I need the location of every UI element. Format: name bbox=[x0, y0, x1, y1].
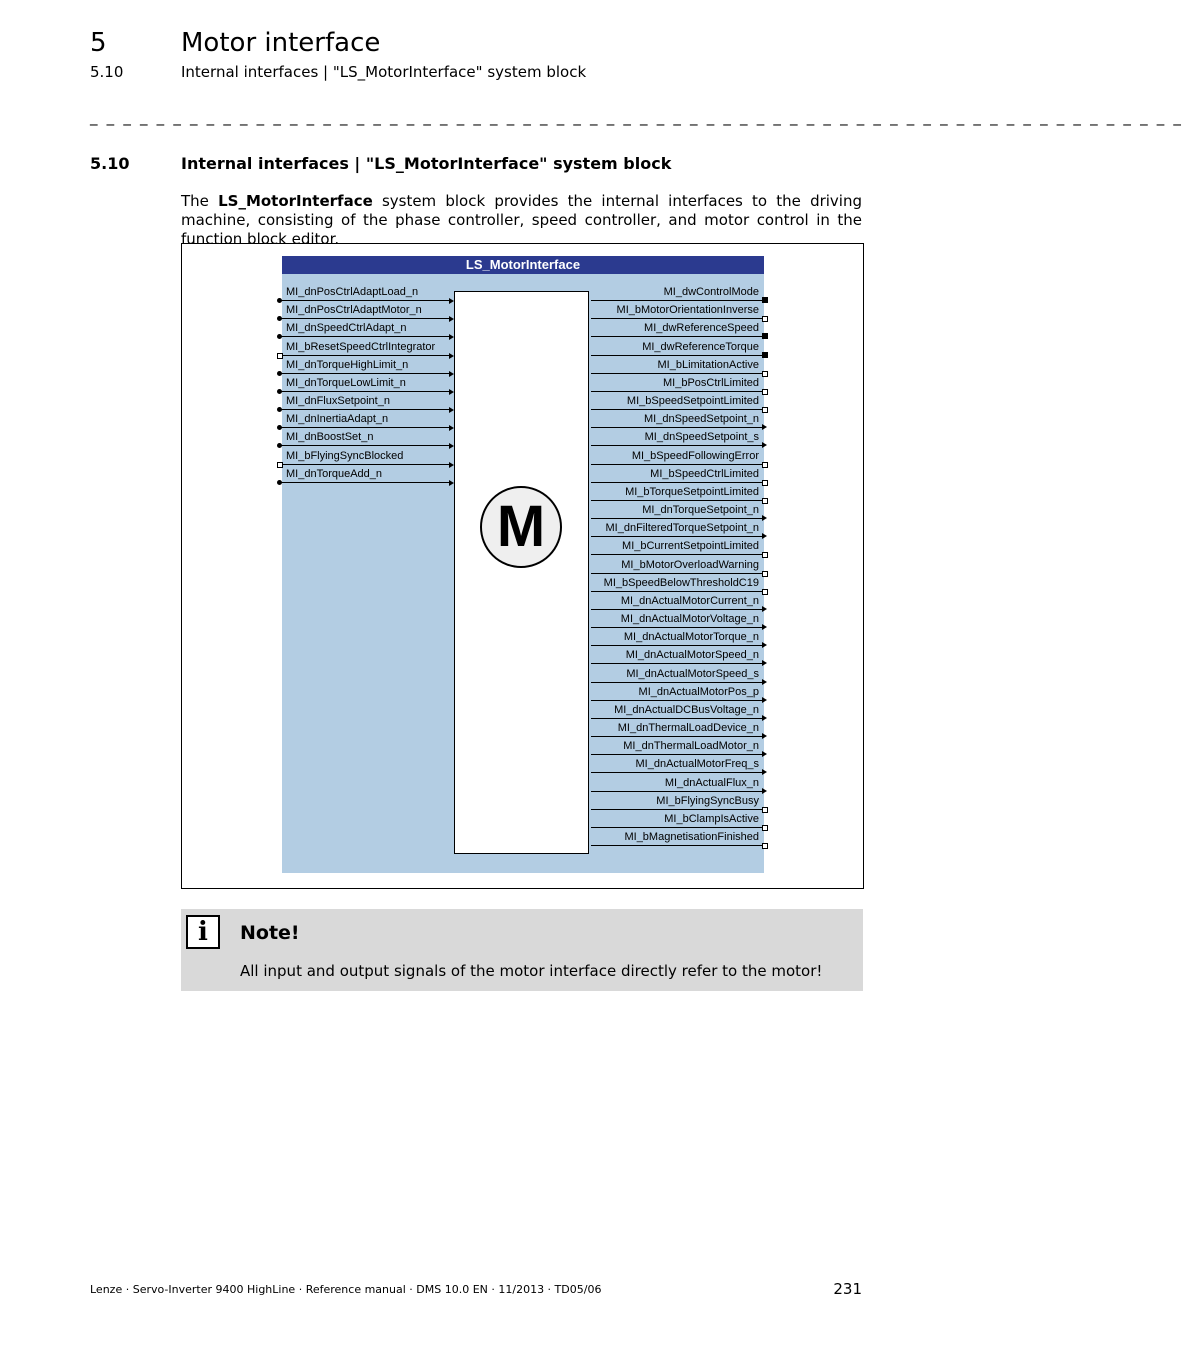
input-signal-line bbox=[280, 318, 452, 319]
output-signal-line bbox=[591, 772, 764, 773]
output-signal-label: MI_dnActualMotorSpeed_n bbox=[625, 649, 759, 661]
numeric-connector-icon bbox=[277, 298, 282, 303]
numeric-output-arrow-icon bbox=[762, 624, 767, 630]
footer-text: Lenze · Servo-Inverter 9400 HighLine · Reference manual · DMS 10.0 EN · 11/2013 · TD05/06 bbox=[90, 1283, 602, 1296]
output-signal-line bbox=[591, 318, 764, 319]
output-signal-label: MI_bMotorOrientationInverse bbox=[616, 304, 759, 316]
input-arrow-icon bbox=[449, 334, 454, 340]
input-signal-label: MI_dnPosCtrlAdaptLoad_n bbox=[286, 286, 419, 298]
output-signal-label: MI_dnActualDCBusVoltage_n bbox=[614, 704, 759, 716]
input-signal-line bbox=[280, 482, 452, 483]
output-signal-line bbox=[591, 445, 764, 446]
input-signal-label: MI_dnTorqueAdd_n bbox=[286, 468, 383, 480]
output-signal-line bbox=[591, 845, 764, 846]
input-signal-line bbox=[280, 355, 452, 356]
output-signal-label: MI_dnActualFlux_n bbox=[664, 777, 759, 789]
chapter-title: Motor interface bbox=[181, 28, 381, 58]
numeric-output-arrow-icon bbox=[762, 533, 767, 539]
input-signal-label: MI_dnPosCtrlAdaptMotor_n bbox=[286, 304, 422, 316]
bool-connector-icon bbox=[762, 552, 768, 558]
input-signal-line bbox=[280, 445, 452, 446]
input-signal-label: MI_dnFluxSetpoint_n bbox=[286, 395, 390, 407]
bool-connector-icon bbox=[762, 407, 768, 413]
output-signal-line bbox=[591, 718, 764, 719]
output-signal-line bbox=[591, 809, 764, 810]
output-signal-label: MI_bSpeedCtrlLimited bbox=[650, 468, 759, 480]
output-signal-line bbox=[591, 573, 764, 574]
output-signal-label: MI_dnActualMotorPos_p bbox=[638, 686, 759, 698]
output-signal-line bbox=[591, 682, 764, 683]
bool-connector-icon bbox=[762, 371, 768, 377]
input-signal-line bbox=[280, 409, 452, 410]
numeric-output-arrow-icon bbox=[762, 606, 767, 612]
dword-connector-icon bbox=[762, 333, 768, 339]
output-signal-line bbox=[591, 336, 764, 337]
numeric-output-arrow-icon bbox=[762, 515, 767, 521]
output-signal-label: MI_dnActualMotorVoltage_n bbox=[620, 613, 759, 625]
numeric-connector-icon bbox=[277, 389, 282, 394]
output-signal-label: MI_dnSpeedSetpoint_n bbox=[644, 413, 759, 425]
section-title: Internal interfaces | "LS_MotorInterface" system block bbox=[181, 154, 672, 173]
input-signal-label: MI_bFlyingSyncBlocked bbox=[286, 450, 404, 462]
output-signal-label: MI_dnTorqueSetpoint_n bbox=[642, 504, 759, 516]
input-signal-label: MI_dnSpeedCtrlAdapt_n bbox=[286, 322, 407, 334]
output-signal-line bbox=[591, 464, 764, 465]
output-signal-label: MI_dnThermalLoadDevice_n bbox=[617, 722, 759, 734]
intro-text-after: system block provides the internal interfaces to the driving machine, consisting of the phase controller, speed controller, and motor control in the function block editor. bbox=[181, 192, 862, 248]
numeric-output-arrow-icon bbox=[762, 424, 767, 430]
output-signal-label: MI_dnActualMotorSpeed_s bbox=[626, 668, 759, 680]
output-signal-line bbox=[591, 300, 764, 301]
input-arrow-icon bbox=[449, 353, 454, 359]
output-signal-line bbox=[591, 645, 764, 646]
output-signal-line bbox=[591, 518, 764, 519]
numeric-connector-icon bbox=[277, 334, 282, 339]
output-signal-line bbox=[591, 791, 764, 792]
running-section-number: 5.10 bbox=[90, 63, 124, 81]
output-signal-label: MI_bMagnetisationFinished bbox=[624, 831, 759, 843]
output-signal-line bbox=[591, 591, 764, 592]
output-signal-line bbox=[591, 409, 764, 410]
input-arrow-icon bbox=[449, 407, 454, 413]
output-signal-label: MI_bFlyingSyncBusy bbox=[656, 795, 759, 807]
output-signal-label: MI_dnActualMotorFreq_s bbox=[635, 758, 759, 770]
input-signal-label: MI_bResetSpeedCtrlIntegrator bbox=[286, 341, 436, 353]
output-signal-line bbox=[591, 427, 764, 428]
output-signal-line bbox=[591, 754, 764, 755]
output-signal-line bbox=[591, 482, 764, 483]
header-separator: _ _ _ _ _ _ _ _ _ _ _ _ _ _ _ _ _ _ _ _ _ _ _ _ _ _ _ _ _ _ _ _ _ _ _ _ _ _ _ _ _ _ _ _ _ _ _ _ _ _ _ _ _ _ _ _ _ _ _ _ _ _ _ _ _ _ bbox=[90, 108, 1183, 126]
input-arrow-icon bbox=[449, 298, 454, 304]
block-core bbox=[454, 291, 589, 854]
output-signal-label: MI_bSpeedSetpointLimited bbox=[626, 395, 759, 407]
output-signal-line bbox=[591, 373, 764, 374]
input-arrow-icon bbox=[449, 371, 454, 377]
output-signal-label: MI_bMotorOverloadWarning bbox=[621, 559, 759, 571]
numeric-output-arrow-icon bbox=[762, 697, 767, 703]
intro-block-name: LS_MotorInterface bbox=[218, 192, 373, 210]
output-signal-label: MI_dnSpeedSetpoint_s bbox=[644, 431, 759, 443]
numeric-connector-icon bbox=[277, 371, 282, 376]
output-signal-line bbox=[591, 627, 764, 628]
input-signal-line bbox=[280, 300, 452, 301]
output-signal-line bbox=[591, 663, 764, 664]
input-signal-label: MI_dnInertiaAdapt_n bbox=[286, 413, 389, 425]
numeric-connector-icon bbox=[277, 425, 282, 430]
input-signal-line bbox=[280, 391, 452, 392]
bool-connector-icon bbox=[762, 462, 768, 468]
output-signal-label: MI_bClampIsActive bbox=[664, 813, 759, 825]
chapter-number: 5 bbox=[90, 28, 107, 58]
bool-connector-icon bbox=[762, 825, 768, 831]
numeric-output-arrow-icon bbox=[762, 769, 767, 775]
output-signal-line bbox=[591, 500, 764, 501]
numeric-output-arrow-icon bbox=[762, 788, 767, 794]
input-arrow-icon bbox=[449, 443, 454, 449]
intro-paragraph bbox=[181, 192, 862, 249]
motor-symbol: M bbox=[480, 486, 562, 568]
numeric-connector-icon bbox=[277, 316, 282, 321]
numeric-connector-icon bbox=[277, 407, 282, 412]
output-signal-label: MI_bCurrentSetpointLimited bbox=[622, 540, 759, 552]
numeric-output-arrow-icon bbox=[762, 679, 767, 685]
numeric-output-arrow-icon bbox=[762, 442, 767, 448]
numeric-connector-icon bbox=[277, 443, 282, 448]
output-signal-label: MI_dnFilteredTorqueSetpoint_n bbox=[605, 522, 759, 534]
output-signal-label: MI_dnActualMotorTorque_n bbox=[623, 631, 759, 643]
bool-connector-icon bbox=[762, 316, 768, 322]
input-signal-label: MI_dnTorqueLowLimit_n bbox=[286, 377, 406, 389]
bool-connector-icon bbox=[762, 807, 768, 813]
input-signal-label: MI_dnBoostSet_n bbox=[286, 431, 374, 443]
bool-connector-icon bbox=[762, 498, 768, 504]
bool-connector-icon bbox=[277, 353, 283, 359]
output-signal-label: MI_bLimitationActive bbox=[657, 359, 759, 371]
output-signal-label: MI_dwControlMode bbox=[663, 286, 759, 298]
bool-connector-icon bbox=[277, 462, 283, 468]
output-signal-line bbox=[591, 736, 764, 737]
input-signal-line bbox=[280, 427, 452, 428]
output-signal-line bbox=[591, 391, 764, 392]
input-arrow-icon bbox=[449, 425, 454, 431]
page-number: 231 bbox=[833, 1280, 862, 1298]
output-signal-line bbox=[591, 609, 764, 610]
output-signal-line bbox=[591, 536, 764, 537]
bool-connector-icon bbox=[762, 480, 768, 486]
output-signal-label: MI_dwReferenceSpeed bbox=[644, 322, 759, 334]
output-signal-label: MI_dnThermalLoadMotor_n bbox=[623, 740, 759, 752]
input-arrow-icon bbox=[449, 316, 454, 322]
output-signal-label: MI_dnActualMotorCurrent_n bbox=[620, 595, 759, 607]
output-signal-line bbox=[591, 700, 764, 701]
numeric-output-arrow-icon bbox=[762, 715, 767, 721]
running-section-title: Internal interfaces | "LS_MotorInterface" system block bbox=[181, 63, 587, 81]
info-icon: i bbox=[186, 915, 220, 949]
dword-connector-icon bbox=[762, 352, 768, 358]
bool-connector-icon bbox=[762, 589, 768, 595]
input-signal-line bbox=[280, 464, 452, 465]
output-signal-label: MI_bPosCtrlLimited bbox=[663, 377, 759, 389]
bool-connector-icon bbox=[762, 389, 768, 395]
bool-connector-icon bbox=[762, 571, 768, 577]
input-arrow-icon bbox=[449, 462, 454, 468]
output-signal-label: MI_bSpeedFollowingError bbox=[631, 450, 759, 462]
bool-connector-icon bbox=[762, 843, 768, 849]
output-signal-line bbox=[591, 827, 764, 828]
output-signal-label: MI_dwReferenceTorque bbox=[642, 341, 759, 353]
numeric-output-arrow-icon bbox=[762, 642, 767, 648]
input-arrow-icon bbox=[449, 480, 454, 486]
input-signal-line bbox=[280, 336, 452, 337]
output-signal-line bbox=[591, 355, 764, 356]
dword-connector-icon bbox=[762, 297, 768, 303]
block-title: LS_MotorInterface bbox=[282, 256, 764, 274]
intro-text-before: The bbox=[181, 192, 219, 210]
output-signal-label: MI_bSpeedBelowThresholdC19 bbox=[603, 577, 759, 589]
numeric-connector-icon bbox=[277, 480, 282, 485]
numeric-output-arrow-icon bbox=[762, 751, 767, 757]
output-signal-line bbox=[591, 554, 764, 555]
note-text: All input and output signals of the motor interface directly refer to the motor! bbox=[240, 962, 823, 980]
numeric-output-arrow-icon bbox=[762, 733, 767, 739]
output-signal-label: MI_bTorqueSetpointLimited bbox=[625, 486, 759, 498]
numeric-output-arrow-icon bbox=[762, 660, 767, 666]
input-signal-line bbox=[280, 373, 452, 374]
input-signal-label: MI_dnTorqueHighLimit_n bbox=[286, 359, 409, 371]
input-arrow-icon bbox=[449, 389, 454, 395]
section-number: 5.10 bbox=[90, 154, 130, 173]
note-title: Note! bbox=[240, 922, 300, 944]
